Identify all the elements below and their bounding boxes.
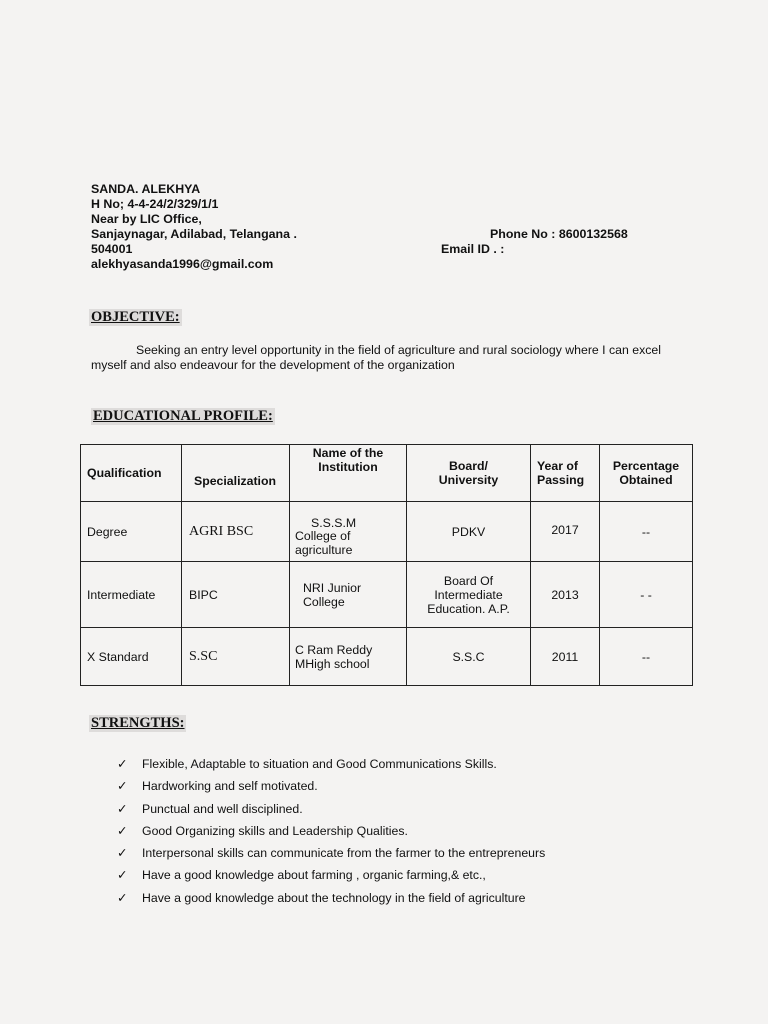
check-icon: ✓ [117,757,128,771]
strength-text: Hardworking and self motivated. [142,779,318,794]
column-header: Board/ University [407,445,531,502]
table-row [81,502,693,562]
strength-text: Flexible, Adaptable to situation and Good Communications Skills. [142,757,497,771]
strengths-list [117,754,545,910]
list-item [117,843,545,865]
strength-text: Interpersonal skills can communicate from the farmer to the entrepreneurs [142,846,546,861]
table-row [81,628,693,686]
check-icon: ✓ [117,801,128,816]
phone-number: Phone No : 8600132568 [490,227,628,241]
institution-line: College of [295,529,351,543]
institution-cell: C Ram Reddy MHigh school [290,628,407,686]
board-cell: Board Of Intermediate Education. A.P. [407,562,531,628]
strength-text: Have a good knowledge about farming , organic farming,& etc., [142,868,486,883]
column-header: Name of the Institution [290,445,407,502]
education-heading: EDUCATIONAL PROFILE: [93,408,273,424]
qualification-cell: Degree [81,502,182,562]
institution-cell: NRI Junior College [290,562,407,628]
education-table [80,444,693,686]
column-header: Qualification [81,445,182,502]
percentage-cell: -- [600,502,693,562]
list-item [117,776,545,798]
board-cell: S.S.C [407,628,531,686]
check-icon: ✓ [117,890,128,905]
table-row [81,562,693,628]
board-cell: PDKV [407,502,531,562]
landmark: Near by LIC Office, [91,212,202,226]
specialization-cell: AGRI BSC [182,502,290,562]
applicant-name: SANDA. ALEKHYA [91,182,201,196]
list-item [117,799,545,821]
objective-heading: OBJECTIVE: [91,309,180,325]
year-cell: 2011 [531,628,600,686]
strength-text: Punctual and well disciplined. [142,801,303,816]
percentage-cell: - - [600,562,693,628]
list-item [117,865,545,887]
institution-cell [290,502,407,562]
list-item [117,821,545,843]
check-icon: ✓ [117,846,128,861]
objective-text [91,343,691,373]
objective-body: Seeking an entry level opportunity in the field of agriculture and rural sociology where I can excel myself and also endeavour for the development of the organization [91,343,661,372]
column-header: Percentage Obtained [600,445,693,502]
institution-line: agriculture [295,543,353,557]
strength-text: Have a good knowledge about the technology in the field of agriculture [142,890,526,905]
pincode: 504001 [91,242,133,256]
qualification-cell: X Standard [81,628,182,686]
percentage-cell: -- [600,628,693,686]
institution-line: S.S.S.M [311,516,357,530]
qualification-cell: Intermediate [81,562,182,628]
column-header: Specialization [182,445,290,502]
year-cell: 2017 [531,502,600,562]
strength-text: Good Organizing skills and Leadership Qualities. [142,823,408,838]
column-header: Year of Passing [531,445,600,502]
house-number: H No; 4-4-24/2/329/1/1 [91,197,219,211]
list-item [117,888,545,910]
table-header-row [81,445,693,502]
locality: Sanjaynagar, Adilabad, Telangana . [91,227,297,241]
email-label: Email ID . : [441,242,505,256]
list-item [117,754,545,776]
specialization-cell: S.SC [182,628,290,686]
check-icon: ✓ [117,779,128,794]
contact-block [91,182,297,272]
check-icon: ✓ [117,868,128,883]
email-address: alekhyasanda1996@gmail.com [91,257,274,271]
check-icon: ✓ [117,823,128,838]
year-cell: 2013 [531,562,600,628]
strengths-heading: STRENGTHS: [91,715,185,731]
specialization-cell: BIPC [182,562,290,628]
